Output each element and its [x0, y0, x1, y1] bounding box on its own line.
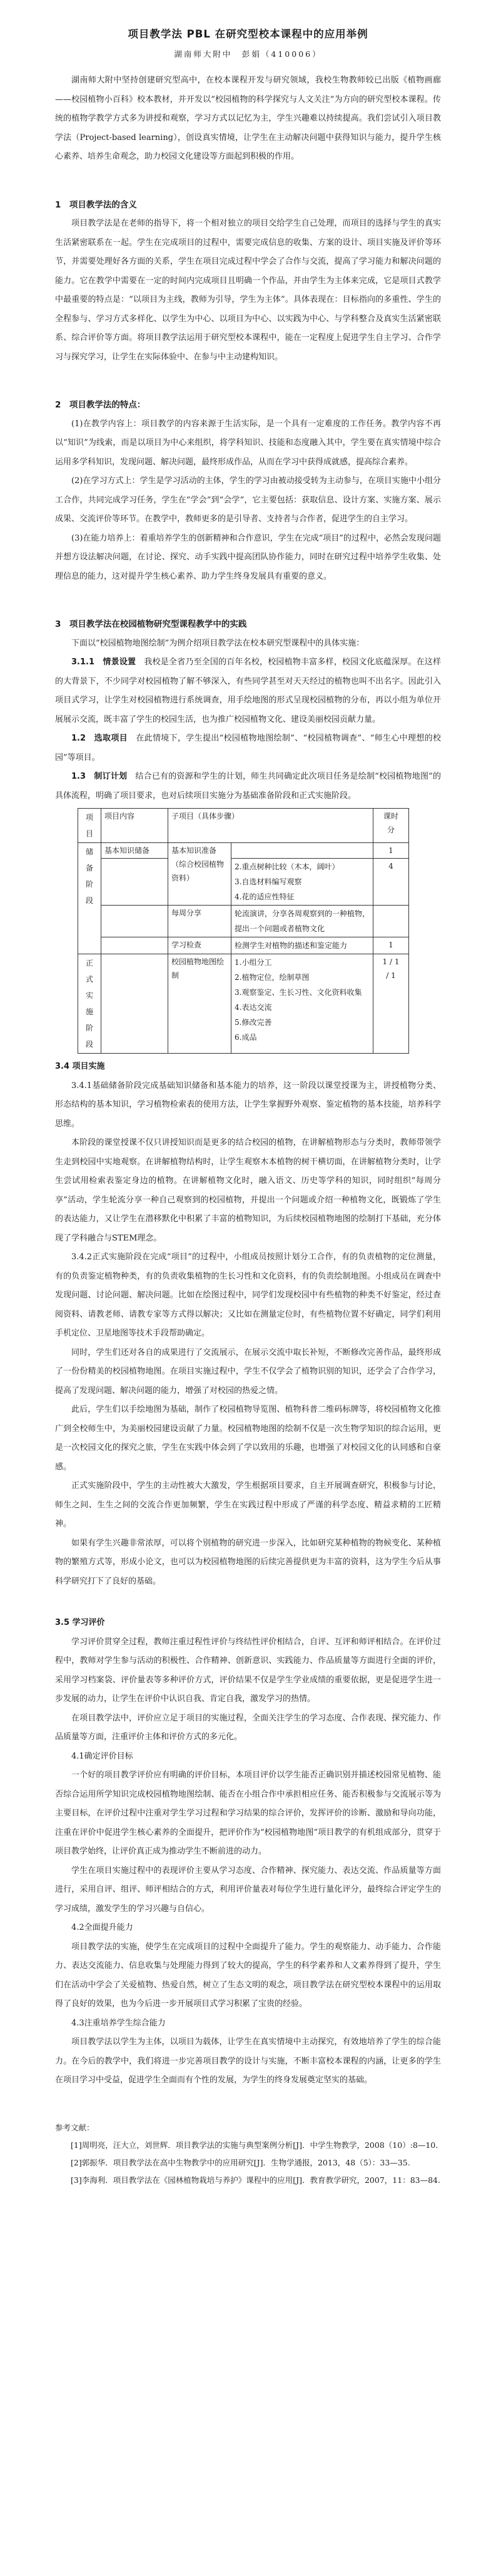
table-header-cell: 项目	[78, 809, 101, 843]
paragraph: 此后，学生们以手绘地图为基础，制作了校园植物导览图、植物科普二维码标牌等，将校园植物文化推广到全校师生中，为美丽校园建设贡献了力量。校园植物地图的绘制不仅是一次生物学知识的综合运用，更是一次校园文化的探究之旅，学生在实践中体会到了学以致用的乐趣，也增强了对校园文化的认同感和自豪感。	[55, 1405, 441, 1472]
paragraph-text: 结合已有的资源和学生的计划，师生共同确定此次项目任务是绘制“校园植物地图”的具体流程，明确了项目要求，也对后续项目实施分为基础准备阶段和正式实施阶段。	[55, 772, 441, 801]
table-cell: 1	[373, 843, 409, 859]
table-cell	[101, 906, 168, 937]
section-heading-1: 1 项目教学法的含义	[55, 199, 137, 210]
table-cell-phase: 正式实施阶段	[78, 954, 101, 1054]
intro-paragraph: 湖南师大附中坚持创建研究型高中，在校本课程开发与研究领域，我校生物教师较已出版《植物画廊——校园植物小百科》校本教材，并开发以“校园植物的科学探究与人文关注”为方向的研究型校本课程。传统的植物学教学方式多为讲授和观察，学习方式以记忆为主，学生兴趣难以持续提高。我们尝试引入项目教学法（Project-based learning），创设真实情境，让学生在主动解决问题中获得知识与能力，提升学生核心素养、培养生命观念，助力校园文化建设等方面起到积极的作用。	[55, 76, 441, 161]
table-cell	[101, 859, 168, 906]
table-cell: 学习检查	[168, 937, 231, 954]
table-cell	[373, 906, 409, 937]
paragraph	[55, 767, 441, 806]
paragraph: (3)在能力培养上：着重培养学生的创新精神和合作意识，学生在完成“项目”的过程中，必然会发现问题并想方设法解决问题，在讨论、探究、动手实践中提高团队协作能力，同时在研究过程中培养学生收集、处理信息的能力，这对提升学生核心素养、助力学生终身发展具有重要的意义。	[55, 533, 441, 581]
section-heading-2: 2 项目教学法的特点：	[55, 400, 146, 410]
table-header-cell: 子项目（具体步骤）	[168, 809, 373, 843]
reference-item: [2]郭振华．项目教学法在高中生物教学中的应用研究[J]．生物学通报，2013，48（5）：33—35.	[71, 2157, 410, 2167]
table-cell: 每周分享	[168, 906, 231, 937]
subsection-heading: 3.5 学习评价	[55, 1618, 105, 1627]
table-cell: 检测学生对植物的描述和鉴定能力	[231, 937, 373, 954]
subheading-label: 3.1.1 情景设置	[71, 657, 136, 667]
paragraph: 3.4.2正式实施阶段在完成“项目”的过程中，小组成员按照计划分工合作，有的负责植物的定位测量，有的负责鉴定植物种类，有的负责收集植物的生长习性和文化资料，有的负责绘制地图。小组成员在调查中发现问题、讨论问题、解决问题。比如在绘图过程中，同学们发现校园中有些植物的种类不好鉴定，经过查阅资料、请教老师、请教专家等方式得以解决；又比如在测量定位时，有些植物位置不好确定，同学们利用手机定位、卫星地图等技术手段帮助确定。	[55, 1252, 441, 1338]
paragraph: (2)在学习方式上：学生是学习活动的主体，学生的学习由被动接受转为主动参与，在项目实施中小组分工合作，共同完成学习任务，学生在“学会”到“会学”，它主要包括：获取信息、设计方案、实施方案、展示成果、交流评价等环节。在教学中，教师更多的是引导者、支持者与合作者，促进学生的自主学习。	[55, 476, 441, 524]
paragraph: 3.4.1基础储备阶段完成基础知识储备和基本能力的培养，这一阶段以课堂授课为主，讲授植物分类、形态结构的基本知识，学习植物检索表的使用方法，让学生掌握野外观察、鉴定植物的基本技能，培养科学思维。	[55, 1081, 441, 1129]
table-cell-phase: 储备阶段	[78, 843, 101, 954]
table-cell: 轮流演讲，分享各周观察到的一种植物，提出一个问题或者植物文化	[231, 906, 373, 937]
table-cell	[101, 954, 168, 1054]
table-header-cell: 项目内容	[101, 809, 168, 843]
paragraph: 项目教学法是在老师的指导下，将一个相对独立的项目交给学生自己处理，而项目的选择与学生的真实生活紧密联系在一起。学生在完成项目的过程中，需要完成信息的收集、方案的设计、项目实施及评价等环节，并需要处理好各方面的关系，学生在项目完成过程中学会了合作与交流，提高了学习能力和解决问题的能力。它在教学中需要在一定的时间内完成项目且明确一个作品，并由学生为主体来完成，它是项目式教学中最重要的特点是：“以项目为主线，教师为引导，学生为主体”。具体表现在：目标指向的多重性、学生的全程参与、学习方式多样化、以学生为中心、以项目为中心、以实践为中心、与学科整合及真实生活紧密联系、综合评价等方面。将项目教学法运用于研究型校本课程中，能在一定程度上促进学生自主学习、合作学习与探究学习，让学生在实际体验中、在参与中主动建构知识。	[55, 219, 441, 362]
table-cell: 基本知识准备（综合校园植物资料）	[168, 843, 231, 906]
table-cell: 1.小组分工 2.植物定位，绘制草图 3.观察鉴定、生长习性、文化资料收集 4.表达交流 5.修改完善 6.成品	[231, 954, 373, 1054]
paragraph	[55, 729, 441, 767]
paragraph: 如果有学生兴趣非常浓厚，可以将个别植物的研究进一步深入，比如研究某种植物的物候变化、某种植物的繁殖方式等，形成小论文，也可以为校园植物地图的后续完善提供更为丰富的资料，这为学生今后从事科学研究打下了良好的基础。	[55, 1538, 441, 1586]
table-cell: 4	[373, 859, 409, 906]
paragraph-text: 我校是全省乃至全国的百年名校，校园植物丰富多样，校园文化底蕴深厚。在这样的大背景下，不少同学对校园植物了解不够深入，有些同学甚至对天天经过的植物也叫不出名字。因此引入项目式学习，让学生对校园植物进行系统调查，用手绘地图的形式呈现校园植物的分布，再以小组为单位开展展示交流，既丰富了学生的校园生活，也为推广校园植物文化、建设美丽校园贡献力量。	[55, 657, 441, 724]
paragraph	[55, 653, 441, 729]
subheading-label: 1.2 选取项目	[71, 734, 128, 743]
references-heading: 参考文献：	[55, 2122, 94, 2132]
paragraph: 一个好的项目教学评价应有明确的评价目标，本项目评价以学生能否正确识别并描述校园常见植物、能否综合运用所学知识完成校园植物地图绘制、能否在小组合作中承担相应任务、能否积极参与交流展示等为主要目标，在评价过程中注重对学生学习过程和学习结果的综合评价，发挥评价的诊断、激励和导向功能，注重在评价中促进学生核心素养的全面提升，把评价作为“校园植物地图”项目教学的有机组成部分，贯穿于项目教学始终，让评价真正成为推动学生不断前进的动力。	[55, 1770, 441, 1856]
paragraph: 在项目教学法中，评价应立足于项目的实施过程，全面关注学生的学习态度、合作表现、探究能力、作品质量等方面，注重评价主体和评价方式的多元化。	[55, 1713, 441, 1742]
document-title: 项目教学法 PBL 在研究型校本课程中的应用举例	[128, 28, 368, 40]
table-cell: 2.重点树种比较（木本，阔叶） 3.自选材料编写观察 4.花的适应性特征	[231, 859, 373, 906]
table-cell	[101, 937, 168, 954]
table-cell: 1	[373, 937, 409, 954]
table-row	[78, 937, 409, 954]
sub-heading: 4.3注重培养学生综合能力	[71, 2018, 166, 2028]
references	[55, 2119, 441, 2189]
project-plan-table	[78, 808, 409, 1054]
reference-item: [3]李海利．项目教学法在《园林植物栽培与养护》课程中的应用[J]．教育教学研究，2007，11：83—84.	[71, 2175, 440, 2185]
paragraph-text: 在此情境下，学生提出“校园植物地图绘制”、“校园植物调查”、“师生心中理想的校园”等项目。	[55, 734, 441, 762]
section-heading-3: 3 项目教学法在校园植物研究型课程教学中的实践	[55, 619, 247, 629]
table-cell	[231, 843, 373, 859]
table-row	[78, 843, 409, 859]
paragraph: (1)在教学内容上：项目教学的内容来源于生活实际，是一个具有一定难度的工作任务。教学内容不再以“知识”为线索，而是以项目为中心来组织，将学科知识、技能和态度融入其中，学生要在真实情境中综合运用多学科知识，发现问题、解决问题，最终形成作品，从而在学习中获得成就感，提高综合素养。	[55, 419, 441, 467]
paragraph: 学生在项目实施过程中的表现评价主要从学习态度、合作精神、探究能力、表达交流、作品质量等方面进行，采用自评、组评、师评相结合的方式，利用评价量表对每位学生进行量化评分，最终综合评定学生的学习成绩，激发学生的学习兴趣与自信心。	[55, 1865, 441, 1914]
subsection-heading: 3.4 项目实施	[55, 1062, 105, 1071]
paragraph: 下面以“校园植物地图绘制”为例介绍项目教学法在校本研究型课程中的具体实施：	[71, 638, 365, 648]
table-header-row	[78, 809, 409, 843]
paragraph: 本阶段的课堂授课不仅只讲授知识而是更多的结合校园的植物，在讲解植物形态与分类时，教师带领学生走到校园中实地观察。在讲解植物结构时，让学生观察木本植物的树干横切面，在讲解植物分类时，让学生尝试用检索表鉴定身边的植物。在讲解植物文化时，融入语文、历史等学科的知识，同时组织“每周分享”活动，学生轮流分享一种自己观察到的校园植物，并提出一个问题或介绍一种植物文化，既锻炼了学生的表达能力，又让学生在潜移默化中积累了丰富的植物知识，为后续校园植物地图的绘制打下基础，充分体现了学科融合与STEM理念。	[55, 1138, 441, 1243]
author-line: 湖南师大附中 彭娟（410006）	[174, 49, 322, 59]
table-cell: 校园植物地图绘制	[168, 954, 231, 1054]
sub-heading: 4.1确定评价目标	[71, 1751, 133, 1761]
paragraph: 项目教学法以学生为主体，以项目为载体，让学生在真实情境中主动探究，有效地培养了学生的综合能力。在今后的教学中，我们将进一步完善项目教学的设计与实施，不断丰富校本课程的内涵，让更多的学生在项目学习中受益，促进学生全面而有个性的发展，为学生的终身发展奠定坚实的基础。	[55, 2037, 441, 2085]
sub-heading: 4.2全面提升能力	[71, 1923, 133, 1932]
table-cell: 基本知识储备	[101, 843, 168, 859]
paragraph: 同时，学生们还对各自的成果进行了交流展示，在展示交流中取长补短，不断修改完善作品，最终形成了一份份精美的校园植物地图。在项目实施过程中，学生不仅学会了植物识别的知识，还学会了合作学习，提高了发现问题、解决问题的能力，增强了对校园的热爱之情。	[55, 1347, 441, 1395]
reference-item: [1]周明亮，汪大立，刘世辉．项目教学法的实施与典型案例分析[J]．中学生物教学，2008（10）:8—10.	[71, 2140, 438, 2150]
paragraph: 项目教学法的实施，使学生在完成项目的过程中全面提升了能力。学生的观察能力、动手能力、合作能力、表达交流能力、信息收集与处理能力得到了较大的提高，学生的科学素养和人文素养得到了提升，学生们在活动中学会了关爱植物、热爱自然，树立了生态文明的观念，项目教学法在研究型校本课程中的运用取得了良好的效果，也为今后进一步开展项目式学习积累了宝贵的经验。	[55, 1942, 441, 2009]
table-header-cell: 课时分	[373, 809, 409, 843]
table-row	[78, 954, 409, 1054]
table-cell: 1 / 1 / 1	[373, 954, 409, 1054]
table-row	[78, 859, 409, 906]
paragraph: 学习评价贯穿全过程，教师注重过程性评价与终结性评价相结合，自评、互评和师评相结合。在评价过程中，教师对学生参与活动的积极性、合作精神、创新意识、实践能力、作品质量等方面进行全面的评价，采用学习档案袋、评价量表等多种评价方式，评价结果不仅是学生学业成绩的重要依据，更是促进学生进一步发展的动力，让学生在评价中认识自我、肯定自我，激发学习的热情。	[55, 1637, 441, 1704]
paragraph: 正式实施阶段中，学生的主动性被大大激发，学生根据项目要求，自主开展调查研究，积极参与讨论，师生之间、生生之间的交流合作更加频繁，学生在实践过程中形成了严谨的科学态度、精益求精的工匠精神。	[55, 1481, 441, 1529]
table-row	[78, 906, 409, 937]
subheading-label: 1.3 制订计划	[71, 772, 128, 781]
